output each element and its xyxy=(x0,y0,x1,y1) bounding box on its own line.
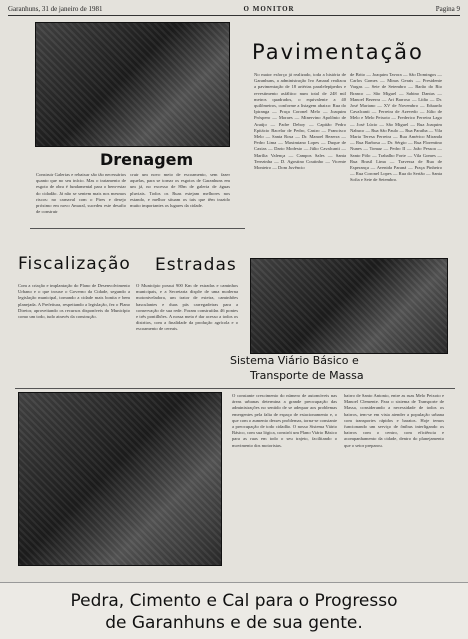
headline-sistema-viario-line-1: Sistema Viário Básico e xyxy=(230,354,359,367)
masthead-page-number: Pagina 9 xyxy=(435,4,460,13)
fiscalizacao-article: Com a criação e implantação do Plano de Desenvolvimento Urbano e o que trouxe o Governo da Cidade, segundo a legislação municipal, tornando a cidade mais bonita e bem planejada. A Prefeitura, respeitando a legislação, fez o Plano Diretor, aproveitando os recursos disponíveis do Município como um todo, tudo através da construção. xyxy=(18,283,130,320)
drenagem-column-1: Construir Galerias e rebaixar são tão necessários quanto que no seu início. Mas o tratamento de esgoto de obra é fundamental para o bem-estar do cidadão. Já não se sentem mais nos mesmos riscos: no carnaval com o Pires e desejo próximo em novo Amaral, sucedeu este desafio de construir xyxy=(36,172,126,215)
pavimentacao-column-2: de Brito — Joaquim Tavora — São Domingos — Carlos Gomes — Minas Gerais — Presidente Vargas — Sete de Setembro — Barão do Rio Branco — São Miguel — Sabino Dantas — Manoel Bezerra — Ari Barroso — Lídio — Dr. José Mariano — XV de Novembro — Eduardo Cavalcanti — Ferreira de Azevedo — Júlio de Melo e Melo Peixoto — Frederico Ferreira Lago — José Lúcio — São Miguel — Rua Joaquim Nabuco — Rua São Paulo — Rua Paraíba — Vila Maria Teresa Ferreira — Rua Américo Miranda — Rua Barbosa — Dr. Sérgio — Rua Florentino Nunes — Tomaz — Pedro II — João Pessoa — Santo Pólo — Trabalho Forte — Vila Gomes — Rua Brasil Lima — Travessa de Rua de Esperança — Avenida Paraná — Praça Pinheiro — Rua Coronel Lopes — Rua do Sertão — Santa Sofia e Sete de Setembro. xyxy=(350,72,442,183)
sistema-viario-column-1: O constante crescimento do número de automóveis nas áreas urbanas determina a grande preocupação das administrações no sentido de se adequar aos problemas emergentes pela falta de espaço de estacionamento e, o que com o aumento desses problemas, torna-se constante a preocupação de todo cidadão. O nosso Sistema Viário Básico, com sua lógica, constrói um Plano Viário Básico para as ruas em todo o seu trajeto, facilitando o movimento dos motoristas. xyxy=(232,393,337,448)
headline-sistema-viario-line-2: Transporte de Massa xyxy=(250,369,364,382)
drainage-photo xyxy=(35,22,230,147)
road-works-photo xyxy=(18,392,222,566)
masthead-paper-name: O MONITOR xyxy=(243,4,295,13)
banner-line-1: Pedra, Cimento e Cal para o Progresso xyxy=(70,591,398,611)
masthead xyxy=(8,2,460,16)
headline-estradas: Estradas xyxy=(155,255,237,275)
section-divider xyxy=(30,228,245,229)
masthead-dateline: Garanhuns, 31 de janeiro de 1981 xyxy=(8,4,103,13)
street-photo xyxy=(250,258,448,354)
pavimentacao-column-1: No maior esforço já realizado, toda a história de Garanhuns, a administração Ivo Amaral realizou a pavimentação de 18 artérias paralelepípedos e revestimento asfáltico num total de 248 mil metros quadrados, o equivalente a 40 quilômetros, conforme a listagem abaixo: Rua do Ipiranga — Praça Coronel Melo — Joaquim Próspero — Moraes — Minervino Apolônio de Araújo — Padre Deboy — Capitão Pedro Epitácio Bacelar de Pedro, Castro — Francisco Melo — Santa Rosa — Dr. Manoel Bezerra — Pedro Lima — Maximiano Lopes — Duque de Caxias — Dario Modesto — Júlio Cavalcanti — Marília Valença — Campos Sales — Santa Terezinha — D. Agostino Coutinho — Vicente Monteiro — Dom Juvêncio xyxy=(254,72,346,171)
estradas-article: O Município possui 900 Km de estradas e caminhos municipais, e a Secretaria dispõe de uma moderna motoniveladora, um trator de esteira, caminhões basculantes e duas pás carregadeiras para a conservação de sua rede. Foram construídas 46 pontes e três pontilhões. A nossa meta é dar acesso a todos os distritos, com a finalidade da produção agrícola e o escoamento de cereais. xyxy=(136,283,238,332)
banner-line-2: de Garanhuns e de sua gente. xyxy=(105,613,363,633)
section-divider-bottom xyxy=(15,388,455,389)
drenagem-column-2: cruir um novo meio de escoamento, sem fazer aquelas, para se tornar os esgotos de Garanhuns em um já, no excesso de 80m de galeria de águas pluviais. Todos os Ruas estejam melhores nos estando, e melhor situam os tais que têm trazido muito importantes os lugares da cidade. xyxy=(130,172,230,209)
headline-fiscalizacao: Fiscalização xyxy=(18,254,131,274)
bottom-banner xyxy=(0,582,468,639)
headline-drenagem: Drenagem xyxy=(100,150,194,169)
headline-pavimentacao: Pavimentação xyxy=(252,40,424,64)
sistema-viario-column-2: bairro de Santo Antonio, entre as ruas Melo Peixoto e Manoel Clemente. Para o sistema de Transporte de Massa, considerando a necessidade de todos os bairros, tem-se em vista atender a população urbana com transportes rápidos e baratos. Hoje temos funcionando um serviço de ônibus interligando os bairros com o centro, com eficiência e acompanhamento da cidade, dentro do planejamento que o setor preparou. xyxy=(344,393,444,448)
